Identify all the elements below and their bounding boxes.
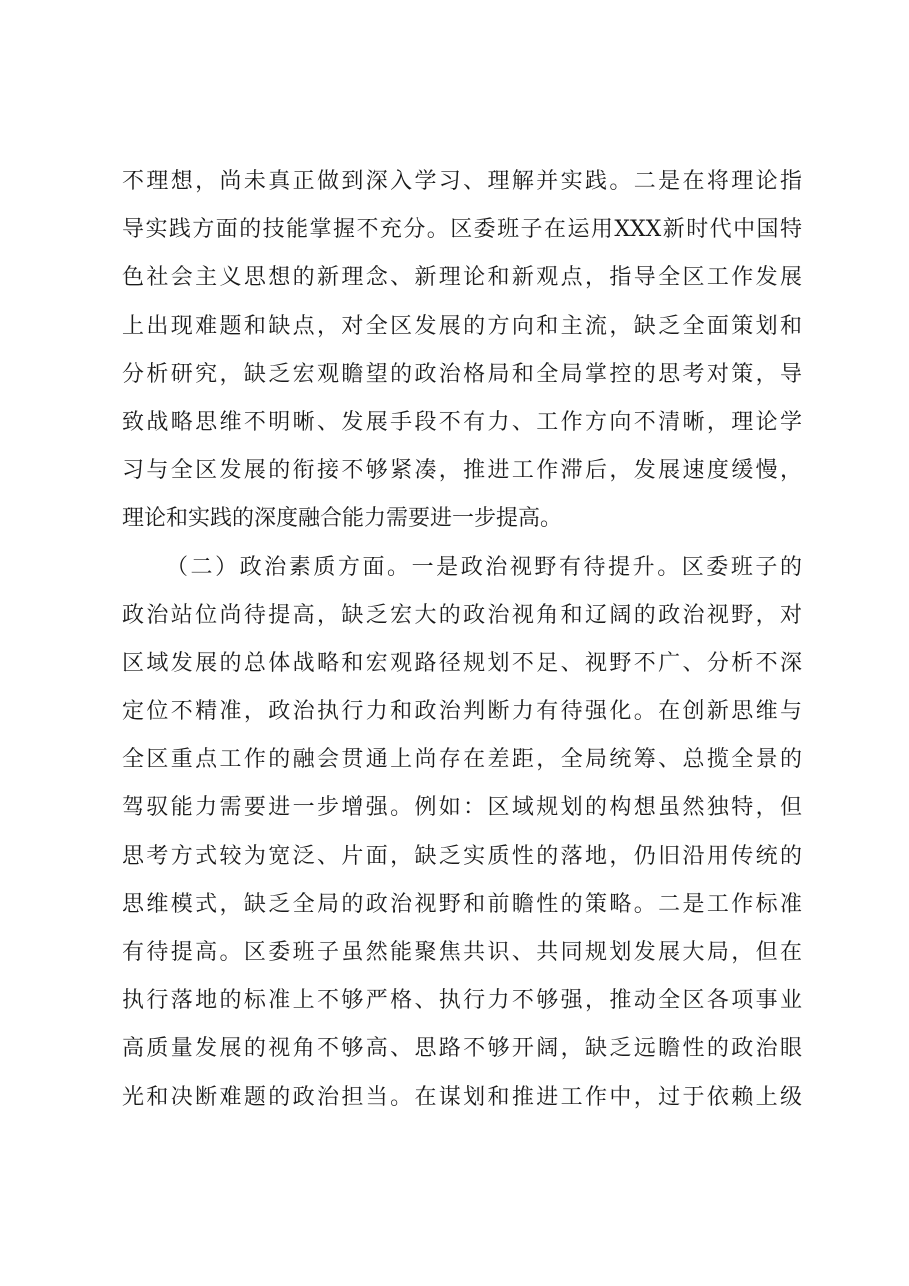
text-line: 习与全区发展的衔接不够紧凑，推进工作滞后，发展速度缓慢，: [122, 458, 802, 484]
section-heading-line: （二）政治素质方面。一是政治视野有待提升。区委班子的: [166, 554, 802, 580]
text-line: 定位不精准，政治执行力和政治判断力有待强化。在创新思维与: [122, 699, 802, 725]
text-line: 执行落地的标准上不够严格、执行力不够强，推动全区各项事业: [122, 988, 802, 1014]
text-line: 光和决断难题的政治担当。在谋划和推进工作中，过于依赖上级: [122, 1084, 802, 1110]
text-line: 分析研究，缺乏宏观瞻望的政治格局和全局掌控的思考对策，导: [122, 361, 802, 387]
text-line: 理论和实践的深度融合能力需要进一步提高。: [122, 506, 563, 532]
text-line: 导实践方面的技能掌握不充分。区委班子在运用XXX新时代中国特: [122, 217, 802, 243]
text-line: 致战略思维不明晰、发展手段不有力、工作方向不清晰，理论学: [122, 409, 802, 435]
text-line: 驾驭能力需要进一步增强。例如：区域规划的构想虽然独特，但: [122, 795, 802, 821]
text-line: 政治站位尚待提高，缺乏宏大的政治视角和辽阔的政治视野，对: [122, 602, 802, 628]
text-line: 不理想，尚未真正做到深入学习、理解并实践。二是在将理论指: [122, 169, 802, 194]
text-line: 区域发展的总体战略和宏观路径规划不足、视野不广、分析不深: [122, 650, 802, 676]
text-line: 全区重点工作的融会贯通上尚存在差距，全局统筹、总揽全景的: [122, 747, 802, 773]
text-line: 有待提高。区委班子虽然能聚焦共识、共同规划发展大局，但在: [122, 940, 802, 965]
text-line: 思考方式较为宽泛、片面，缺乏实质性的落地，仍旧沿用传统的: [122, 843, 802, 869]
text-line: 色社会主义思想的新理念、新理论和新观点，指导全区工作发展: [122, 265, 802, 291]
text-line: 思维模式，缺乏全局的政治视野和前瞻性的策略。二是工作标准: [122, 891, 802, 917]
text-line: 高质量发展的视角不够高、思路不够开阔，缺乏远瞻性的政治眼: [122, 1036, 802, 1062]
body-text: [122, 158, 802, 1122]
text-line: 上出现难题和缺点，对全区发展的方向和主流，缺乏全面策划和: [122, 313, 802, 339]
